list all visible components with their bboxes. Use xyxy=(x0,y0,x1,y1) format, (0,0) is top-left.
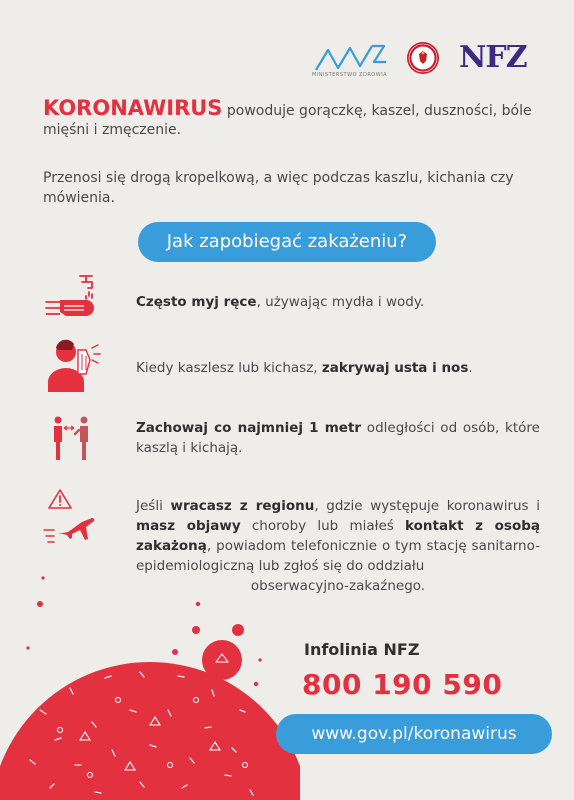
infoline-phone-number[interactable]: 800 190 590 xyxy=(302,668,503,701)
tip-wash-hands xyxy=(136,292,540,312)
tip-wash-hands-bold: Często myj ręce xyxy=(136,294,257,310)
tip-keep-distance-bold: Zachowaj co najmniej 1 metr xyxy=(136,420,362,436)
tip-wash-hands-rest: , używając mydła i wody. xyxy=(256,294,425,310)
intro-transmission: Przenosi się drogą kropelkową, a więc podczas kaszlu, kichania czy mówienia. xyxy=(43,170,514,206)
virus-decoration xyxy=(0,560,300,800)
nfz-logo: NFZ xyxy=(459,40,527,75)
cough-cover-icon xyxy=(42,338,102,393)
travel-warning-icon xyxy=(42,486,102,546)
tip-travel-p3: choroby lub miałeś xyxy=(240,518,406,534)
tip-travel-p1: Jeśli xyxy=(136,498,171,514)
tip-keep-distance xyxy=(136,418,540,458)
tip-travel-b2: masz objawy xyxy=(136,518,241,534)
prevention-heading: Jak zapobiegać zakażeniu? xyxy=(138,222,436,262)
tip-keep-distance-rest: odległości od osób, które kaszlą i kichają. xyxy=(136,420,540,456)
hand-washing-icon xyxy=(42,272,102,327)
tip-cover-mouth-bold: zakrywaj usta i nos xyxy=(321,360,469,376)
ministry-logo-caption: MINISTERSTWO ZDROWIA xyxy=(312,72,388,78)
koronawirus-keyword: KORONAWIRUS xyxy=(43,96,223,120)
website-link[interactable]: www.gov.pl/koronawirus xyxy=(276,714,552,754)
tip-travel-b1: wracasz z regionu xyxy=(170,498,315,514)
intro-symptoms xyxy=(43,96,543,140)
social-distance-icon xyxy=(42,412,102,467)
sanitary-inspectorate-seal-icon xyxy=(406,41,440,75)
tip-travel-p4: , powiadom telefonicznie o tym stację sanitarno-epidemiologiczną lub zgłoś się do oddziału xyxy=(136,538,540,574)
tip-cover-mouth-rest: . xyxy=(468,360,473,376)
tip-travel-b3: kontakt z osobą zakażoną xyxy=(136,518,540,554)
tip-travel-p2: , gdzie występuje koronawirus i xyxy=(314,498,540,514)
tip-travel-p5: obserwacyjno-zakaźnego. xyxy=(250,578,426,594)
intro-symptoms-text: powoduje gorączkę, kaszel, duszności, bóle mięśni i zmęczenie. xyxy=(43,103,532,138)
tip-cover-mouth xyxy=(136,358,540,378)
infoline-label: Infolinia NFZ xyxy=(304,640,420,659)
tip-cover-mouth-pre: Kiedy kaszlesz lub kichasz, xyxy=(136,360,322,376)
